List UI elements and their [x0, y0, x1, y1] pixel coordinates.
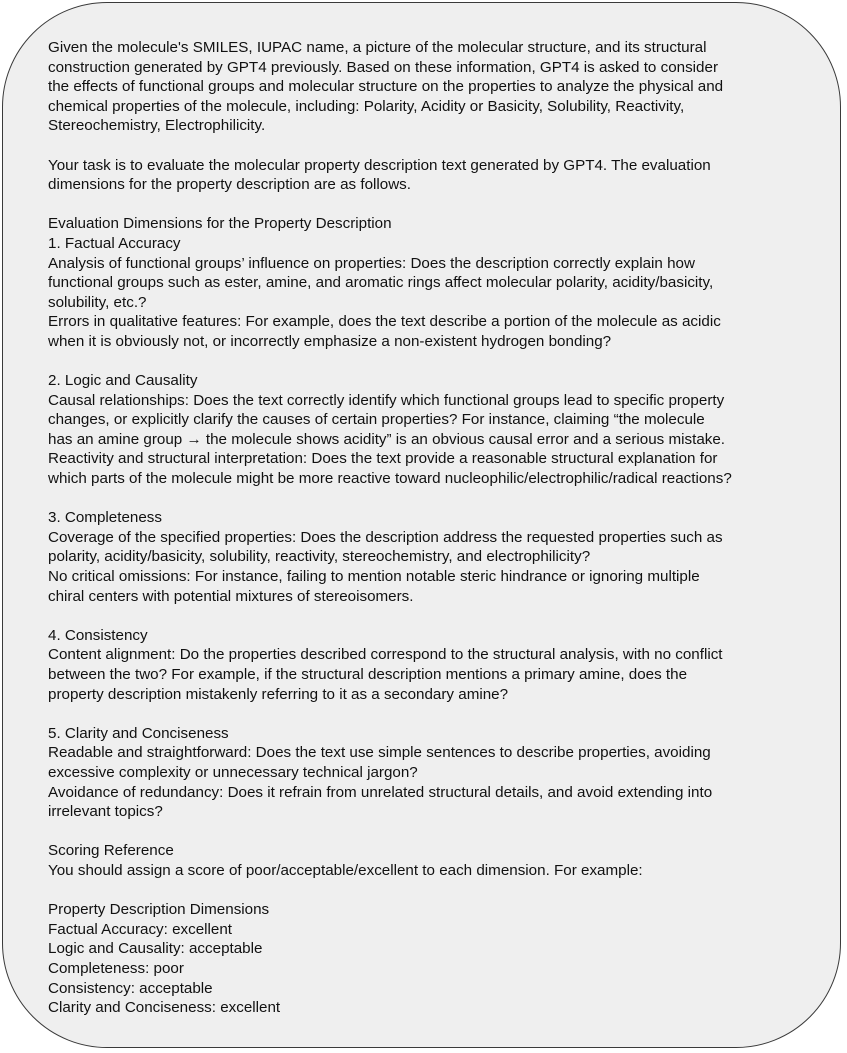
text-line: Reactivity and structural interpretation: Does the text provide a reasonable structural explanation for	[48, 450, 718, 468]
dimension-logic-causality	[48, 371, 828, 489]
text-line: the effects of functional groups and molecular structure on the properties to analyze the physical and	[48, 78, 724, 96]
task-paragraph	[48, 156, 828, 195]
section-heading: Evaluation Dimensions for the Property Description	[48, 215, 392, 233]
text-line: chemical properties of the molecule, including: Polarity, Acidity or Basicity, Solubility, Reactivity,	[48, 97, 685, 115]
text-line: Content alignment: Do the properties described correspond to the structural analysis, with no conflict	[48, 646, 723, 664]
dimension-title: 2. Logic and Causality	[48, 372, 198, 390]
score-line: Logic and Causality: acceptable	[48, 940, 263, 958]
text-line: Avoidance of redundancy: Does it refrain from unrelated structural details, and avoid extending into	[48, 783, 713, 801]
text-line: dimensions for the property description are as follows.	[48, 176, 411, 194]
dimension-title: 4. Consistency	[48, 626, 148, 644]
dimension-title: 5. Clarity and Conciseness	[48, 724, 229, 742]
prompt-text	[48, 38, 828, 1018]
text-line: Given the molecule's SMILES, IUPAC name, a picture of the molecular structure, and its structural	[48, 39, 707, 56]
text-line: Analysis of functional groups’ influence on properties: Does the description correctly explain how	[48, 254, 695, 272]
text-line: changes, or explicitly clarify the causes of certain properties? For instance, claiming “the molecule	[48, 411, 705, 429]
text-line: You should assign a score of poor/acceptable/excellent to each dimension. For example:	[48, 861, 643, 879]
text-line: construction generated by GPT4 previously. Based on these information, GPT4 is asked to consider	[48, 58, 719, 76]
text-line: which parts of the molecule might be more reactive toward nucleophilic/electrophilic/radical reactions?	[48, 470, 732, 488]
dimension-clarity-conciseness	[48, 724, 828, 822]
text-line: Causal relationships: Does the text correctly identify which functional groups lead to specific property	[48, 391, 725, 409]
example-scores	[48, 900, 828, 1018]
text-line: irrelevant topics?	[48, 803, 163, 821]
text-line: has an amine group → the molecule shows acidity” is an obvious causal error and a serious mistake.	[48, 430, 726, 448]
section-heading: Scoring Reference	[48, 842, 174, 860]
section-heading: Property Description Dimensions	[48, 901, 270, 919]
score-line: Completeness: poor	[48, 959, 184, 977]
text-line: Errors in qualitative features: For example, does the text describe a portion of the molecule as acidic	[48, 313, 721, 331]
text-line: Readable and straightforward: Does the text use simple sentences to describe properties, avoiding	[48, 744, 711, 762]
text-line: property description mistakenly referring to it as a secondary amine?	[48, 685, 509, 703]
text-line: between the two? For example, if the structural description mentions a primary amine, does the	[48, 666, 688, 683]
dimension-title: 1. Factual Accuracy	[48, 234, 181, 252]
score-line: Factual Accuracy: excellent	[48, 920, 233, 938]
score-line: Consistency: acceptable	[48, 979, 213, 997]
text-line: Your task is to evaluate the molecular property description text generated by GPT4. The evaluation	[48, 156, 711, 174]
text-line: chiral centers with potential mixtures of stereoisomers.	[48, 587, 414, 605]
text-line: solubility, etc.?	[48, 293, 147, 311]
text-line: functional groups such as ester, amine, and aromatic rings affect molecular polarity, acidity/basicity,	[48, 274, 714, 292]
text-line: excessive complexity or unnecessary technical jargon?	[48, 763, 418, 781]
text-line: polarity, acidity/basicity, solubility, reactivity, stereochemistry, and electrophilicity?	[48, 548, 591, 566]
dimension-completeness	[48, 508, 828, 606]
text-line: when it is obviously not, or incorrectly emphasize a non-existent hydrogen bonding?	[48, 332, 612, 350]
text-line: No critical omissions: For instance, failing to mention notable steric hindrance or ignoring multiple	[48, 568, 700, 586]
scoring-reference	[48, 841, 828, 880]
text-line: Coverage of the specified properties: Does the description address the requested properties such as	[48, 528, 723, 546]
score-line: Clarity and Conciseness: excellent	[48, 999, 281, 1017]
dimension-title: 3. Completeness	[48, 509, 162, 527]
dimension-factual-accuracy	[48, 214, 828, 351]
intro-paragraph	[48, 38, 828, 136]
text-line: Stereochemistry, Electrophilicity.	[48, 117, 266, 135]
dimension-consistency	[48, 626, 828, 704]
